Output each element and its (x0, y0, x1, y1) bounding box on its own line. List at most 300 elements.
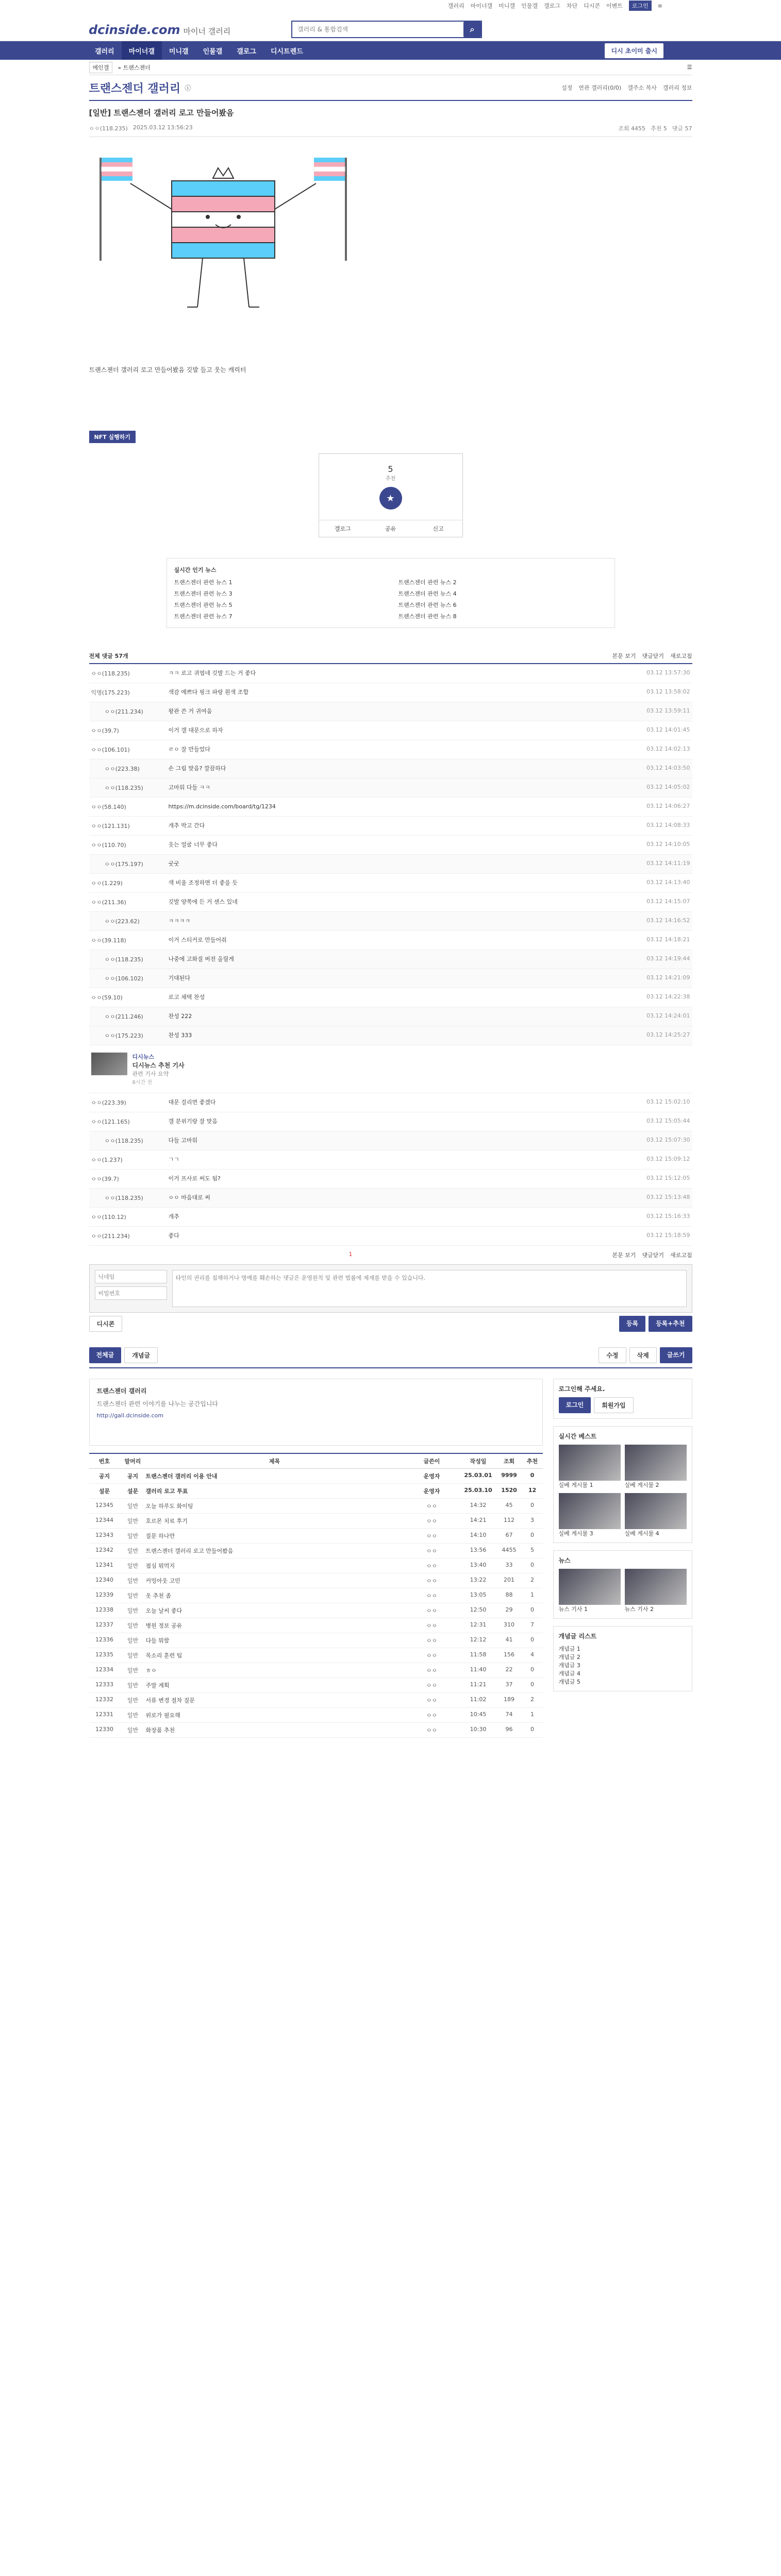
row-writer[interactable]: ㅇㅇ (426, 1518, 438, 1524)
news-side-item[interactable]: 뉴스 기사 1 (558, 1606, 588, 1613)
row-views: 201 (504, 1577, 514, 1583)
comment-page[interactable]: 1 (348, 1251, 353, 1258)
comment-date: 03.12 14:22:38 (646, 993, 690, 1000)
comment-text: 이거 갤 대문으로 하자 (168, 727, 223, 734)
comment-nick[interactable]: ㅇㅇ(211.36) (91, 899, 126, 906)
row-views: 156 (504, 1651, 514, 1658)
comment-row (89, 912, 692, 931)
live-best-thumb[interactable] (625, 1445, 687, 1481)
list-row[interactable] (89, 1544, 543, 1558)
row-writer[interactable]: 운영자 (423, 1488, 440, 1495)
comment-nick[interactable]: ㅇㅇ(118.235) (104, 785, 143, 791)
row-recs: 12 (528, 1487, 537, 1494)
news-item[interactable]: 트랜스젠더 관련 뉴스 5 (174, 602, 232, 608)
concept-list-item[interactable]: 개념글 1 (558, 1646, 580, 1652)
comment-date: 03.12 14:08:33 (646, 822, 690, 828)
nickname-field[interactable] (95, 1270, 167, 1283)
close-comments-link[interactable]: 댓글닫기 (642, 653, 664, 659)
comment-date: 03.12 14:11:19 (646, 860, 690, 867)
row-recs: 1 (530, 1711, 534, 1718)
comment-date: 03.12 14:06:27 (646, 803, 690, 809)
post-image (89, 152, 357, 359)
comment-date: 03.12 15:02:10 (646, 1098, 690, 1105)
comment-nick[interactable]: ㅇㅇ(223.38) (104, 766, 140, 772)
comment-text: https://m.dcinside.com/board/tg/1234 (168, 803, 276, 810)
comment-nick[interactable]: ㅇㅇ(59.10) (91, 994, 123, 1001)
row-recs: 0 (530, 1532, 534, 1538)
comment-nick[interactable]: ㅇㅇ(39.7) (91, 727, 119, 734)
row-views: 22 (505, 1666, 513, 1673)
comment-nick[interactable]: 익명(175.223) (91, 689, 130, 696)
gallery-option[interactable]: 설정 (561, 84, 573, 91)
row-date: 10:45 (470, 1711, 487, 1718)
submit-recommend-button[interactable]: 등록+추천 (649, 1316, 692, 1332)
comment-nick[interactable]: ㅇㅇ(211.234) (91, 1233, 130, 1240)
report-action[interactable]: 신고 (433, 526, 444, 532)
list-row[interactable] (89, 1723, 543, 1738)
row-num: 12331 (95, 1711, 113, 1718)
col-head: 말머리 (124, 1458, 141, 1465)
breadcrumb-menu-icon[interactable]: ☰ (687, 64, 692, 71)
comment-nick[interactable]: ㅇㅇ(110.70) (91, 842, 126, 849)
news-item[interactable]: 트랜스젠더 관련 뉴스 6 (398, 602, 457, 608)
row-title[interactable]: 점심 뭐먹지 (145, 1563, 175, 1569)
comment-date: 03.12 14:16:52 (646, 917, 690, 924)
live-best-item[interactable]: 실베 게시물 1 (558, 1482, 593, 1488)
all-posts-button[interactable]: 전체글 (89, 1347, 122, 1363)
comment-text: ㅋㅋㅋㅋ (168, 918, 191, 924)
list-row[interactable] (89, 1708, 543, 1723)
close-comments-link-2[interactable]: 댓글닫기 (642, 1252, 664, 1259)
list-row[interactable] (89, 1663, 543, 1678)
comment-row (89, 969, 692, 988)
row-writer[interactable]: ㅇㅇ (426, 1533, 438, 1539)
gallery-info-icon[interactable]: ⓘ (185, 84, 191, 92)
row-num: 12343 (95, 1532, 113, 1538)
crown-icon (213, 168, 234, 178)
live-best-thumb[interactable] (625, 1493, 687, 1529)
comment-text: 대문 걸리면 좋겠다 (168, 1099, 216, 1106)
list-row[interactable] (89, 1514, 543, 1529)
gallery-option[interactable]: 연관 갤러리(0/0) (578, 84, 622, 91)
row-views: 310 (504, 1621, 514, 1628)
news-item[interactable]: 트랜스젠더 관련 뉴스 7 (174, 613, 232, 620)
comment-row (89, 836, 692, 855)
comment-nick[interactable]: ㅇㅇ(121.131) (91, 823, 130, 829)
col-views: 조회 (503, 1458, 515, 1465)
util-login-button[interactable]: 로그인 (629, 1, 652, 11)
row-head: 설문 (127, 1488, 139, 1495)
comment-text: 다들 고마워 (168, 1137, 198, 1144)
concept-list-item[interactable]: 개념글 2 (558, 1654, 580, 1660)
row-num: 12339 (95, 1591, 113, 1598)
list-row[interactable] (89, 1499, 543, 1514)
write-actions (89, 1316, 692, 1332)
concept-posts-button[interactable]: 개념글 (124, 1347, 158, 1363)
post-author[interactable]: ㅇㅇ(118.235) (89, 125, 128, 132)
gnb-mini[interactable]: 미니갤 (169, 47, 189, 56)
row-head: 일반 (127, 1607, 139, 1614)
comment-nick[interactable]: ㅇㅇ(211.234) (104, 708, 143, 715)
comment-nick[interactable]: ㅇㅇ(106.102) (104, 975, 143, 982)
row-recs: 5 (530, 1547, 534, 1553)
row-title[interactable]: 오늘 하루도 화이팅 (145, 1503, 193, 1510)
col-title: 제목 (269, 1458, 280, 1465)
comment-nick[interactable]: ㅇㅇ(1.237) (91, 1157, 123, 1163)
row-date: 13:05 (470, 1591, 487, 1598)
comment-row (89, 1170, 692, 1189)
search-box (291, 21, 482, 38)
list-row[interactable] (89, 1648, 543, 1663)
share-action[interactable]: 공유 (385, 526, 396, 532)
dccon-button[interactable]: 디시콘 (89, 1316, 123, 1332)
row-recs: 0 (530, 1606, 534, 1613)
comment-row (89, 702, 692, 721)
post-cmts[interactable]: 댓글 57 (672, 125, 692, 132)
comment-date: 03.12 15:18:59 (646, 1232, 690, 1239)
vote-box (319, 453, 463, 537)
list-row[interactable] (89, 1558, 543, 1573)
concept-list-item[interactable]: 개념글 4 (558, 1670, 580, 1677)
row-num: 12337 (95, 1621, 113, 1628)
breadcrumb-path[interactable]: » 트랜스젠더 (118, 64, 151, 71)
comment-date: 03.12 14:05:02 (646, 784, 690, 790)
submit-button[interactable]: 등록 (619, 1316, 645, 1332)
live-best-item[interactable]: 실베 게시물 3 (558, 1530, 593, 1537)
row-writer[interactable]: ㅇㅇ (426, 1503, 438, 1510)
col-date: 작성일 (470, 1458, 487, 1465)
row-date: 14:10 (470, 1532, 487, 1538)
write-button[interactable]: 글쓰기 (660, 1347, 692, 1363)
row-views: 1520 (501, 1487, 517, 1494)
comment-text: 기대된다 (168, 975, 191, 981)
comment-nick[interactable]: ㅇㅇ(39.7) (91, 1176, 119, 1182)
row-writer[interactable]: ㅇㅇ (426, 1637, 438, 1644)
row-writer[interactable]: ㅇㅇ (426, 1548, 438, 1554)
comment-row (89, 855, 692, 874)
row-date: 12:31 (470, 1621, 487, 1628)
comment-row (89, 721, 692, 740)
row-writer[interactable]: ㅇㅇ (426, 1712, 438, 1719)
row-recs: 0 (530, 1472, 535, 1479)
comment-date: 03.12 14:15:07 (646, 898, 690, 905)
row-writer[interactable]: ㅇㅇ (426, 1697, 438, 1704)
util-link-block[interactable]: 차단 (566, 3, 578, 9)
site-logo[interactable] (89, 23, 230, 37)
news-item[interactable]: 트랜스젠더 관련 뉴스 8 (398, 613, 457, 620)
comment-nick[interactable]: ㅇㅇ(118.235) (104, 1195, 143, 1201)
list-area (89, 1379, 543, 1738)
post-date: 2025.03.12 13:56:23 (132, 124, 193, 131)
concept-list-item[interactable]: 개념글 5 (558, 1679, 580, 1685)
post-buttons (89, 1347, 692, 1368)
gallery-title-bar (89, 75, 692, 100)
row-head: 일반 (127, 1622, 139, 1629)
side-login-button[interactable]: 로그인 (559, 1397, 591, 1413)
row-recs: 2 (530, 1696, 534, 1703)
row-num: 12336 (95, 1636, 113, 1643)
thumbs-up-icon[interactable]: ★ (379, 487, 402, 510)
row-views: 4455 (502, 1547, 517, 1553)
breadcrumb (89, 60, 692, 75)
live-best-title: 실시간 베스트 (558, 1433, 597, 1440)
comment-date: 03.12 13:58:02 (646, 688, 690, 695)
list-row[interactable] (89, 1529, 543, 1544)
util-link-minor[interactable]: 마이너갤 (470, 3, 493, 9)
list-row[interactable] (89, 1603, 543, 1618)
comment-date: 03.12 14:18:21 (646, 936, 690, 943)
live-best-thumb[interactable] (559, 1493, 621, 1529)
comment-nick[interactable]: ㅇㅇ(223.62) (104, 918, 140, 925)
news-side-box (553, 1550, 692, 1619)
col-recs: 추천 (526, 1458, 538, 1465)
comment-date: 03.12 15:16:33 (646, 1213, 690, 1219)
row-title[interactable]: 화장품 추천 (145, 1727, 175, 1734)
comment-nick[interactable]: ㅇㅇ(118.235) (91, 670, 130, 677)
content-wrap (89, 60, 692, 1738)
search-icon[interactable]: ⌕ (463, 22, 481, 37)
news-card-title: 디시뉴스 추천 기사 (132, 1062, 185, 1069)
news-side-title: 뉴스 (558, 1557, 571, 1564)
comment-text: 갤 분위기랑 잘 맞음 (168, 1118, 218, 1125)
gallery-options (561, 83, 692, 92)
gnb-person[interactable]: 인물갤 (203, 47, 223, 56)
row-views: 41 (505, 1636, 513, 1643)
delete-button[interactable]: 삭제 (629, 1347, 657, 1363)
news-card-meta: 8시간 전 (132, 1080, 153, 1086)
comment-date: 03.12 14:25:27 (646, 1031, 690, 1038)
row-title[interactable]: 트랜스젠더 갤러리 이용 안내 (145, 1473, 218, 1480)
list-row[interactable] (89, 1469, 543, 1484)
news-card-sub: 관련 기사 요약 (132, 1071, 169, 1077)
row-head: 일반 (127, 1712, 139, 1719)
comment-nick[interactable]: ㅇㅇ(118.235) (104, 1138, 143, 1144)
news-item[interactable]: 트랜스젠더 관련 뉴스 1 (174, 579, 232, 586)
row-title[interactable]: 다들 뭐함 (145, 1637, 170, 1644)
breadcrumb-home[interactable]: 메인갤 (89, 62, 113, 73)
gnb-gallery[interactable]: 갤러리 (95, 47, 114, 56)
row-title[interactable]: 트랜스젠더 갤러리 로고 만들어봤음 (145, 1548, 234, 1554)
news-side-item[interactable]: 뉴스 기사 2 (624, 1606, 654, 1613)
list-row[interactable] (89, 1693, 543, 1708)
row-views: 45 (505, 1502, 513, 1509)
row-writer[interactable]: ㅇㅇ (426, 1682, 438, 1689)
row-writer[interactable]: ㅇㅇ (426, 1727, 438, 1734)
comment-nick[interactable]: ㅇㅇ(118.235) (104, 956, 143, 963)
post-views: 조회 4455 (618, 125, 645, 132)
news-thumbnail (91, 1053, 127, 1075)
live-best-item[interactable]: 실베 게시물 2 (624, 1482, 659, 1488)
row-head: 일반 (127, 1592, 139, 1599)
comment-row (89, 683, 692, 702)
news-side-thumb[interactable] (625, 1569, 687, 1605)
concept-list-item[interactable]: 개념글 3 (558, 1662, 580, 1669)
row-recs: 0 (530, 1502, 534, 1509)
row-writer[interactable]: ㅇㅇ (426, 1592, 438, 1599)
comment-text: 고마워 다들 ㅋㅋ (168, 784, 210, 791)
password-field[interactable] (95, 1286, 167, 1300)
comment-text: 찬성 222 (168, 1013, 192, 1020)
comment-date: 03.12 15:12:05 (646, 1175, 690, 1181)
list-row[interactable] (89, 1678, 543, 1693)
row-head: 일반 (127, 1548, 139, 1554)
comment-nick[interactable]: ㅇㅇ(58.140) (91, 804, 126, 810)
comment-row (89, 874, 692, 893)
gallog-action[interactable]: 갤로그 (334, 526, 351, 532)
row-title[interactable]: 호르몬 치료 후기 (145, 1518, 188, 1524)
gnb-gallog[interactable]: 갤로그 (237, 47, 256, 56)
comment-nick[interactable]: ㅇㅇ(106.101) (91, 747, 130, 753)
comment-nick[interactable]: ㅇㅇ(175.223) (104, 1032, 143, 1039)
row-title[interactable]: 서류 변경 절차 질문 (145, 1697, 195, 1704)
row-date: 14:21 (470, 1517, 487, 1523)
row-date: 12:12 (470, 1636, 487, 1643)
row-date: 25.03.01 (464, 1472, 492, 1479)
comment-nick[interactable]: ㅇㅇ(39.118) (91, 937, 126, 944)
edit-button[interactable]: 수정 (599, 1347, 626, 1363)
util-link-gallery[interactable]: 갤러리 (447, 3, 464, 9)
header (0, 11, 781, 41)
nft-ad-button[interactable]: NFT 실행하기 (89, 431, 136, 443)
live-best-item[interactable]: 실베 게시물 4 (624, 1530, 659, 1537)
comment-text: 굿굿 (168, 860, 179, 867)
comment-list-2 (89, 1093, 692, 1246)
news-side-thumb[interactable] (559, 1569, 621, 1605)
row-date: 11:58 (470, 1651, 487, 1658)
list-row[interactable] (89, 1573, 543, 1588)
list-row[interactable] (89, 1618, 543, 1633)
util-link-dccon[interactable]: 디시콘 (584, 3, 600, 9)
comment-row (89, 893, 692, 912)
row-date: 11:21 (470, 1681, 487, 1688)
row-num: 공지 (98, 1473, 110, 1480)
row-writer[interactable]: 운영자 (423, 1473, 440, 1480)
search-input[interactable] (292, 22, 463, 37)
news-item[interactable]: 트랜스젠더 관련 뉴스 3 (174, 590, 232, 597)
comment-nick[interactable]: ㅇㅇ(121.165) (91, 1118, 130, 1125)
post-body (89, 137, 692, 443)
gallery-option[interactable]: 갤러리 정보 (662, 84, 692, 91)
util-link-event[interactable]: 이벤트 (606, 3, 623, 9)
row-writer[interactable]: ㅇㅇ (426, 1563, 438, 1569)
comment-text: 왕관 쓴 거 귀여움 (168, 708, 212, 715)
util-link-gallog[interactable]: 갤로그 (543, 3, 560, 9)
comment-row (89, 664, 692, 683)
refresh-link[interactable]: 새로고침 (670, 653, 692, 659)
comment-nick[interactable]: ㅇㅇ(175.197) (104, 861, 143, 868)
comment-nick[interactable]: ㅇㅇ(223.39) (91, 1099, 126, 1106)
row-title[interactable]: 오늘 날씨 좋다 (145, 1607, 182, 1614)
list-row[interactable] (89, 1484, 543, 1499)
row-views: 33 (505, 1562, 513, 1568)
row-writer[interactable]: ㅇㅇ (426, 1622, 438, 1629)
comment-date: 03.12 14:02:13 (646, 745, 690, 752)
comment-row (89, 740, 692, 759)
row-title[interactable]: 병원 정보 공유 (145, 1622, 182, 1629)
comment-text: 개추 박고 간다 (168, 822, 205, 829)
side-signup-button[interactable]: 회원가입 (594, 1397, 633, 1413)
gnb-cta-button[interactable]: 디시 초이미 출시 (605, 43, 663, 58)
util-link-mini[interactable]: 미니갤 (498, 3, 516, 9)
row-title[interactable]: 옷 추천 좀 (145, 1592, 171, 1599)
row-title[interactable]: 목소리 훈련 팁 (145, 1652, 182, 1659)
row-recs: 1 (530, 1591, 534, 1598)
row-writer[interactable]: ㅇㅇ (426, 1652, 438, 1659)
comment-row (89, 988, 692, 1007)
util-link-person[interactable]: 인물갤 (521, 3, 538, 9)
row-date: 13:40 (470, 1562, 487, 1568)
view-body-link[interactable]: 본문 보기 (612, 653, 636, 659)
gnb-minor[interactable]: 마이너갤 (122, 41, 162, 60)
gallery-banner (89, 1379, 543, 1446)
comment-date: 03.12 14:24:01 (646, 1012, 690, 1019)
comment-nick[interactable]: ㅇㅇ(211.246) (104, 1013, 143, 1020)
list-row[interactable] (89, 1633, 543, 1648)
row-head: 일반 (127, 1518, 139, 1524)
list-header (89, 1453, 543, 1469)
comment-text: ㅇㅇ 마음대로 써 (168, 1194, 210, 1201)
row-num: 12340 (95, 1577, 113, 1583)
comment-count: 전체 댓글 57개 (89, 653, 128, 659)
comment-textarea[interactable] (172, 1270, 687, 1307)
refresh-link-2[interactable]: 새로고침 (670, 1252, 692, 1259)
row-title[interactable]: ㅎㅇ (145, 1667, 157, 1674)
comment-row (89, 798, 692, 817)
vote-count: 5 (388, 464, 393, 474)
comment-nick[interactable]: ㅇㅇ(110.12) (91, 1214, 126, 1221)
row-writer[interactable]: ㅇㅇ (426, 1667, 438, 1674)
row-title[interactable]: 질문 하나만 (145, 1533, 175, 1539)
row-views: 189 (504, 1696, 514, 1703)
row-date: 14:32 (470, 1502, 487, 1509)
view-body-link-2[interactable]: 본문 보기 (612, 1252, 636, 1259)
live-best-box (553, 1426, 692, 1543)
row-num: 12338 (95, 1606, 113, 1613)
comment-date: 03.12 14:13:40 (646, 879, 690, 886)
comment-date: 03.12 14:03:50 (646, 765, 690, 771)
banner-link[interactable]: http://gall.dcinside.com (96, 1412, 164, 1419)
gnb-trend[interactable]: 디시트렌드 (270, 47, 303, 56)
comment-row (89, 950, 692, 969)
flag-character (130, 181, 316, 307)
row-title[interactable]: 커밍아웃 고민 (145, 1578, 180, 1584)
news-card[interactable] (89, 1045, 692, 1093)
row-title[interactable]: 갤러리 로고 투표 (145, 1488, 188, 1495)
row-num: 설문 (98, 1488, 110, 1495)
list-row[interactable] (89, 1588, 543, 1603)
post-meta (89, 122, 692, 137)
menu-icon[interactable]: ≡ (657, 2, 662, 9)
comment-text: 로고 채택 찬성 (168, 994, 205, 1001)
row-writer[interactable]: ㅇㅇ (426, 1607, 438, 1614)
row-writer[interactable]: ㅇㅇ (426, 1578, 438, 1584)
row-title[interactable]: 위로가 필요해 (145, 1712, 180, 1719)
row-recs: 0 (530, 1666, 534, 1673)
trans-flag-right (314, 158, 347, 261)
row-views: 37 (505, 1681, 513, 1688)
comment-row (89, 1208, 692, 1227)
news-item[interactable]: 트랜스젠더 관련 뉴스 2 (398, 579, 457, 586)
comment-date: 03.12 15:05:44 (646, 1117, 690, 1124)
live-best-thumb[interactable] (559, 1445, 621, 1481)
row-title[interactable]: 주말 계획 (145, 1682, 170, 1689)
gallery-title[interactable]: 트랜스젠더 갤러리 (89, 82, 181, 95)
news-item[interactable]: 트랜스젠더 관련 뉴스 4 (398, 590, 457, 597)
banner-desc: 트랜스젠더 관련 이야기를 나누는 공간입니다 (96, 1400, 219, 1408)
gallery-option[interactable]: 갤주소 복사 (627, 84, 657, 91)
comment-nick[interactable]: ㅇㅇ(1.229) (91, 880, 123, 887)
logo-sub: 마이너 갤러리 (183, 27, 231, 36)
